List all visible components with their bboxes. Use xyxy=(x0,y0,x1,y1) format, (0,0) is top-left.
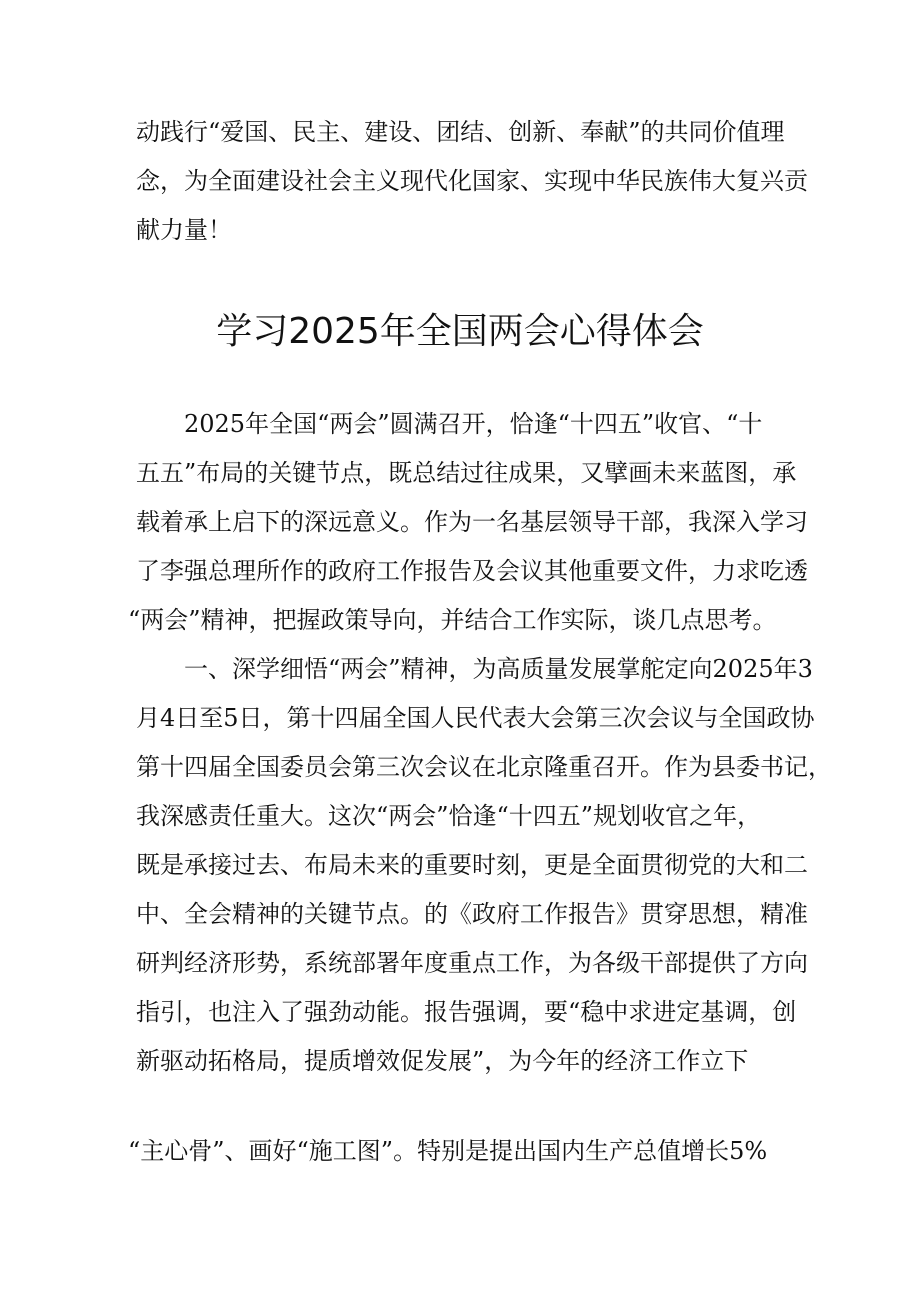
paragraph2-line-4: 我深感责任重大。这次“两会”恰逢“十四五”规划收官之年， xyxy=(136,802,762,830)
paragraph2-line-3: 第十四届全国委员会第三次会议在北京隆重召开。作为县委书记， xyxy=(136,753,832,781)
paragraph1-line-1: 2025年全国“两会”圆满召开，恰逢“十四五”收官、“十 xyxy=(184,410,763,438)
paragraph2-line-6: 中、全会精神的关键节点。的《政府工作报告》贯穿思想，精准 xyxy=(136,900,808,928)
paragraph1-line-4: 了李强总理所作的政府工作报告及会议其他重要文件，力求吃透 xyxy=(136,557,808,585)
paragraph2-line-8: 指引，也注入了强劲动能。报告强调，要“稳中求进定基调，创 xyxy=(136,998,797,1026)
paragraph1-line-2: 五五”布局的关键节点，既总结过往成果，又擘画未来蓝图，承 xyxy=(136,459,797,487)
paragraph1-line-3: 载着承上启下的深远意义。作为一名基层领导干部，我深入学习 xyxy=(136,508,808,536)
continuation-line-1: 动践行“爱国、民主、建设、团结、创新、奉献”的共同价值理 xyxy=(136,118,785,146)
continuation-line-3: 献力量！ xyxy=(136,216,232,244)
continuation-line-2: 念，为全面建设社会主义现代化国家、实现中华民族伟大复兴贡 xyxy=(136,167,808,195)
paragraph2-line-1: 一、深学细悟“两会”精神，为高质量发展掌舵定向2025年3 xyxy=(184,655,813,683)
bottom-line: “主心骨”、画好“施工图”。特别是提出国内生产总值增长5% xyxy=(128,1137,768,1165)
paragraph2-line-9: 新驱动拓格局，提质增效促发展”，为今年的经济工作立下 xyxy=(136,1047,749,1075)
paragraph2-line-7: 研判经济形势，系统部署年度重点工作，为各级干部提供了方向 xyxy=(136,949,808,977)
document-title: 学习2025年全国两会心得体会 xyxy=(216,311,704,352)
paragraph2-line-2: 月4日至5日，第十四届全国人民代表大会第三次会议与全国政协 xyxy=(136,704,815,732)
paragraph1-line-5: “两会”精神，把握政策导向，并结合工作实际，谈几点思考。 xyxy=(128,606,777,634)
paragraph2-line-5: 既是承接过去、布局未来的重要时刻，更是全面贯彻党的大和二 xyxy=(136,851,808,879)
